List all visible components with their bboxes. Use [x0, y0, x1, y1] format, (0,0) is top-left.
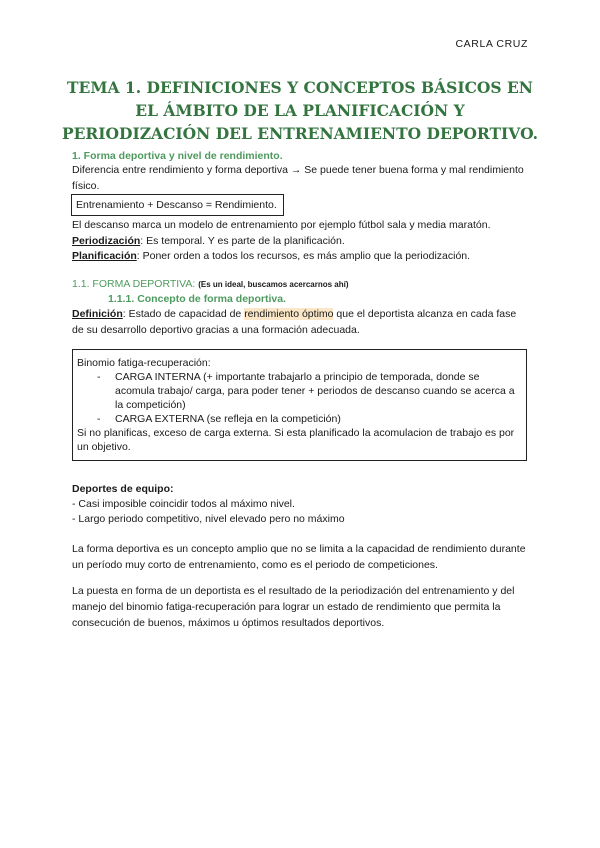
definicion-highlight: rendimiento óptimo [244, 308, 334, 320]
formula-text: Entrenamiento + Descanso = Rendimiento. [76, 199, 277, 211]
binomio-note: Si no planificas, exceso de carga externa. Si esta planificado la acomulacion de trabajo es por un objetivo. [77, 427, 515, 453]
section-heading-1: 1. Forma deportiva y nivel de rendimiento. [72, 150, 283, 162]
binomio-title: Binomio fatiga-recuperación: [77, 357, 211, 369]
document-title: TEMA 1. DEFINICIONES Y CONCEPTOS BÁSICOS EN EL ÁMBITO DE LA PLANIFICACIÓN Y PERIODIZACIÓN DEL ENTRENAMIENTO DEPORTIVO. [61, 78, 539, 143]
equipo-line-2: - Largo periodo competitivo, nivel elevado pero no máximo [72, 513, 345, 525]
subsection-heading-1-1-1: 1.1.1. Concepto de forma deportiva. [108, 293, 286, 305]
planificacion-definition [72, 248, 528, 264]
periodizacion-definition [72, 233, 528, 249]
section-1-1-title: 1.1. FORMA DEPORTIVA: [72, 278, 196, 290]
section-heading-1-1 [72, 278, 349, 290]
binomio-item-carga-externa: - CARGA EXTERNA (se refleja en la competición) [77, 412, 521, 426]
descanso-paragraph: El descanso marca un modelo de entrenamiento por ejemplo fútbol sala y media maratón. [72, 219, 491, 231]
periodizacion-term: Periodización [72, 235, 141, 247]
author-name: CARLA CRUZ [455, 38, 528, 50]
binomio-box [72, 349, 527, 461]
definicion-pre: : Estado de capacidad de [122, 308, 245, 320]
puesta-en-forma-paragraph: La puesta en forma de un deportista es el resultado de la periodización del entrenamiento y del manejo del binomio fatiga-recuperación para lograr un estado de rendimiento que permita la consecución de buenos, máximos u óptimos resultados deportivos. [72, 585, 515, 629]
definicion-paragraph [72, 306, 528, 338]
formula-box [71, 194, 284, 216]
forma-deportiva-paragraph: La forma deportiva es un concepto amplio que no se limita a la capacidad de rendimiento durante un período muy corto de entrenamiento, como es el periodo de competiciones. [72, 543, 526, 571]
planificacion-term: Planificación [72, 250, 137, 262]
equipo-heading: Deportes de equipo: [72, 483, 174, 495]
planificacion-text: : Poner orden a todos los recursos, es más amplio que la periodización. [136, 250, 471, 262]
definicion-post: que el deportista alcanza en cada fase de su desarrollo deportivo gracias a una formación adecuada. [72, 308, 517, 336]
equipo-line-1: - Casi imposible coincidir todos al máximo nivel. [72, 498, 295, 510]
binomio-list [77, 370, 521, 426]
periodizacion-text: : Es temporal. Y es parte de la planificación. [140, 235, 345, 247]
definicion-term: Definición [72, 308, 123, 320]
intro-paragraph: Diferencia entre rendimiento y forma deportiva → Se puede tener buena forma y mal rendimiento físico. [72, 164, 524, 192]
binomio-item-carga-interna: - CARGA INTERNA (+ importante trabajarlo a principio de temporada, donde se acomula trabajo/ carga, para poder tener + periodos de descanso cuando se acerca a la competición) [77, 370, 521, 412]
section-1-1-note: (Es un ideal, buscamos acercarnos ahí) [198, 280, 349, 289]
